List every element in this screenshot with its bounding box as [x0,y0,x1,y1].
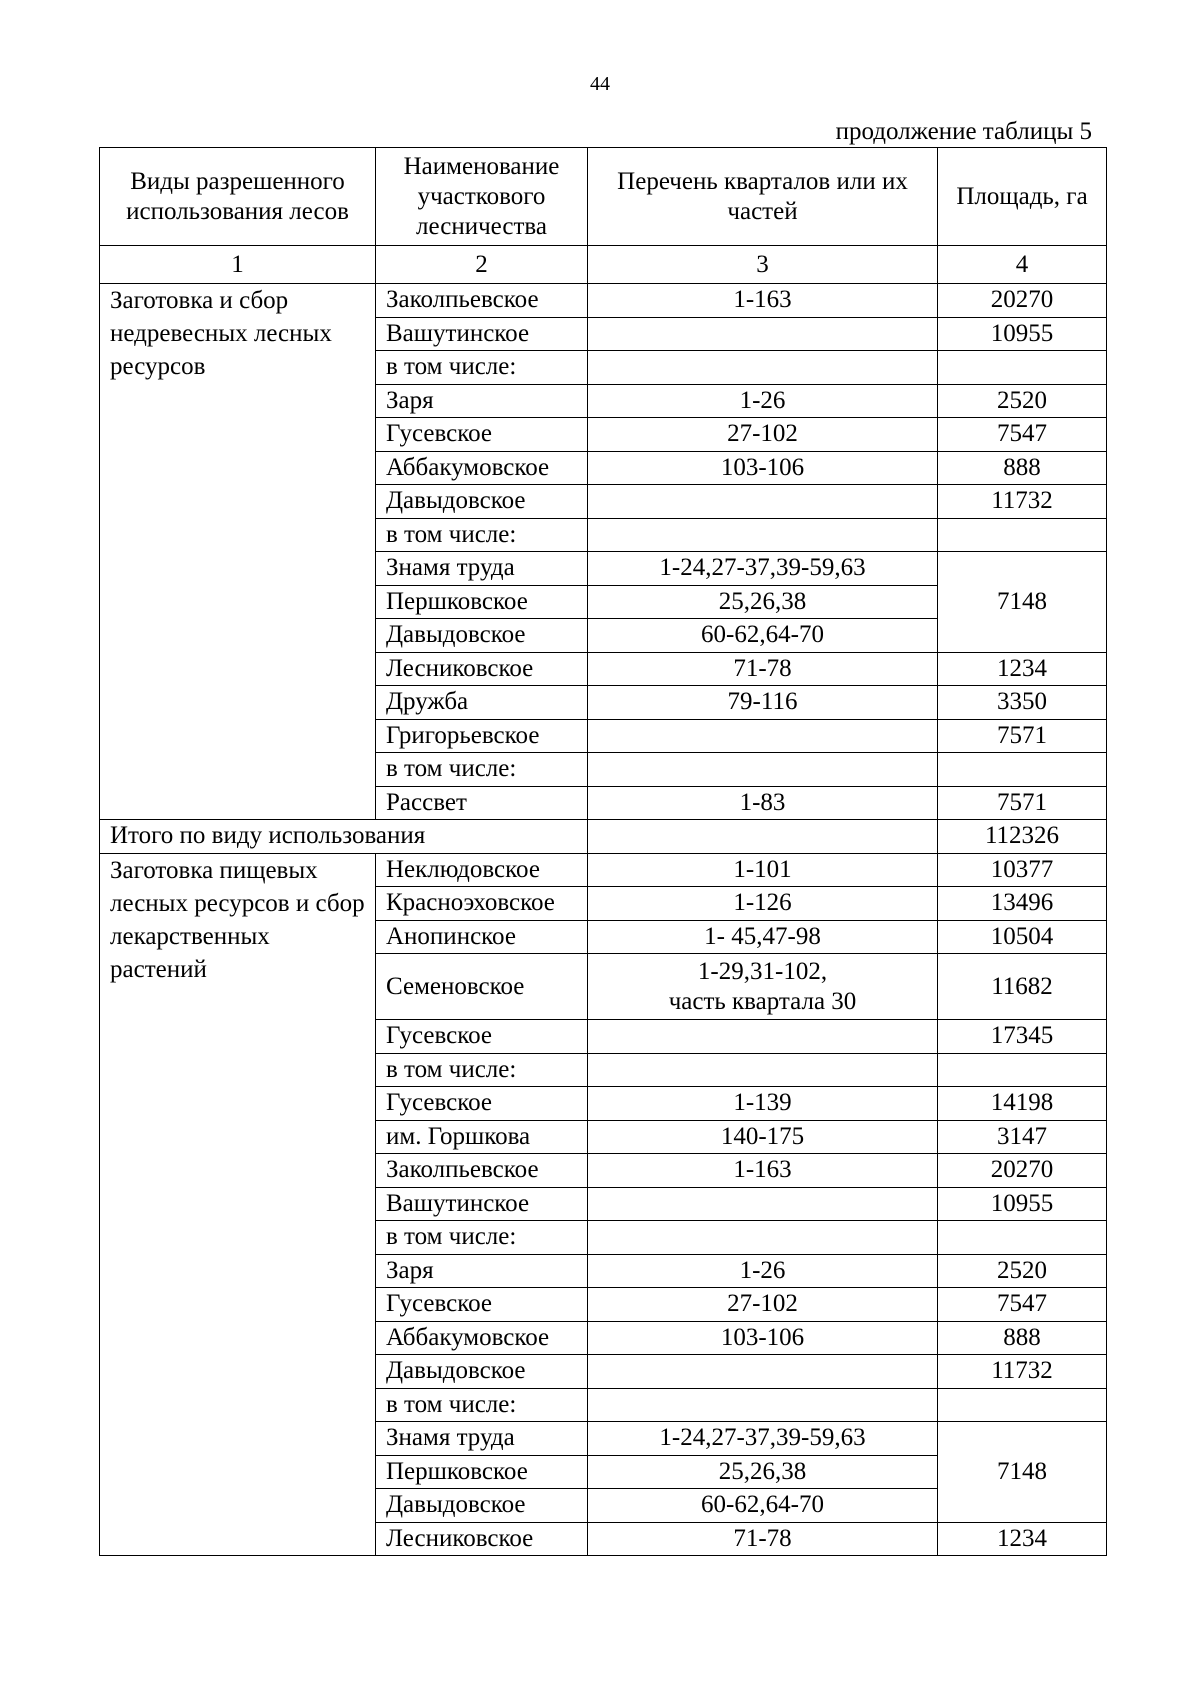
area: 11732 [938,1355,1107,1389]
area [938,351,1107,385]
forestry-name: Аббакумовское [376,1321,588,1355]
page-number: 44 [590,73,610,95]
area: 888 [938,1321,1107,1355]
forestry-name: Давыдовское [376,619,588,653]
quarters: 60-62,64-70 [588,1489,938,1523]
forestry-name: Рассвет [376,786,588,820]
forestry-name: Дружба [376,686,588,720]
forestry-name: в том числе: [376,1221,588,1255]
quarters: 71-78 [588,652,938,686]
area: 10377 [938,853,1107,887]
quarters: 27-102 [588,418,938,452]
area [938,1388,1107,1422]
forestry-name: Заколпьевское [376,1154,588,1188]
area: 1234 [938,1522,1107,1556]
forestry-name: Красноэховское [376,887,588,921]
area [938,1221,1107,1255]
forestry-name: в том числе: [376,753,588,787]
area: 11682 [938,954,1107,1020]
forestry-name: Знамя труда [376,1422,588,1456]
forest-use-table [99,147,1107,1556]
forestry-name: в том числе: [376,351,588,385]
quarters: 103-106 [588,451,938,485]
quarters: 1-24,27-37,39-59,63 [588,1422,938,1456]
column-number: 4 [938,246,1107,284]
area: 10955 [938,1187,1107,1221]
quarters [588,317,938,351]
area: 7547 [938,1288,1107,1322]
quarters [588,1020,938,1054]
table-row [100,853,1107,887]
area: 3350 [938,686,1107,720]
area: 10955 [938,317,1107,351]
area [938,753,1107,787]
forestry-name: Першковское [376,585,588,619]
usage-category: Заготовка и сбор недревесных лесных ресурсов [100,284,376,820]
quarters [588,1221,938,1255]
quarters [588,753,938,787]
area: 2520 [938,1254,1107,1288]
forestry-name: в том числе: [376,1388,588,1422]
header-row [100,148,1107,246]
quarters: 71-78 [588,1522,938,1556]
area: 7571 [938,786,1107,820]
area: 888 [938,451,1107,485]
area: 20270 [938,1154,1107,1188]
quarters: 25,26,38 [588,1455,938,1489]
area: 7148 [938,552,1107,653]
area [938,1053,1107,1087]
column-number: 1 [100,246,376,284]
forestry-name: Вашутинское [376,1187,588,1221]
quarters: 25,26,38 [588,585,938,619]
column-number-row [100,246,1107,284]
forestry-name: Давыдовское [376,1489,588,1523]
quarters [588,719,938,753]
forestry-name: Давыдовское [376,1355,588,1389]
forestry-name: Заколпьевское [376,284,588,318]
area: 7571 [938,719,1107,753]
column-number: 3 [588,246,938,284]
forestry-name: им. Горшкова [376,1120,588,1154]
area: 7547 [938,418,1107,452]
forestry-name: Неклюдовское [376,853,588,887]
area: 20270 [938,284,1107,318]
forestry-name: Лесниковское [376,1522,588,1556]
quarters: 1-101 [588,853,938,887]
forestry-name: Аббакумовское [376,451,588,485]
total-quarters [588,820,938,854]
quarters: 1- 45,47-98 [588,920,938,954]
quarters: 1-83 [588,786,938,820]
forestry-name: Першковское [376,1455,588,1489]
quarters: 1-26 [588,384,938,418]
forestry-name: в том числе: [376,1053,588,1087]
forestry-name: Григорьевское [376,719,588,753]
header-area: Площадь, га [938,148,1107,246]
quarters [588,1388,938,1422]
area: 1234 [938,652,1107,686]
quarters-line: 1-29,31-102, [697,957,828,985]
forestry-name: Гусевское [376,418,588,452]
forestry-name: Анопинское [376,920,588,954]
quarters: 27-102 [588,1288,938,1322]
quarters: 1-26 [588,1254,938,1288]
quarters [588,351,938,385]
usage-category: Заготовка пищевых лесных ресурсов и сбор лекарственных растений [100,853,376,1556]
area: 17345 [938,1020,1107,1054]
quarters [588,518,938,552]
forestry-name: Гусевское [376,1020,588,1054]
quarters-line: часть квартала 30 [668,987,857,1015]
quarters [588,1053,938,1087]
forestry-name: Давыдовское [376,485,588,519]
area: 2520 [938,384,1107,418]
quarters: 1-163 [588,284,938,318]
header-forestry-name: Наименование участкового лесничества [376,148,588,246]
quarters: 1-24,27-37,39-59,63 [588,552,938,586]
forestry-name: Заря [376,1254,588,1288]
forestry-name: Лесниковское [376,652,588,686]
quarters [588,485,938,519]
column-number: 2 [376,246,588,284]
header-quarters-list: Перечень кварталов или их частей [588,148,938,246]
area: 13496 [938,887,1107,921]
quarters: 140-175 [588,1120,938,1154]
forestry-name: Заря [376,384,588,418]
header-usage-type: Виды разрешенного использования лесов [100,148,376,246]
area: 11732 [938,485,1107,519]
forestry-name: Семеновское [376,954,588,1020]
area: 14198 [938,1087,1107,1121]
quarters [588,954,938,1020]
area [938,518,1107,552]
forestry-name: Гусевское [376,1288,588,1322]
area: 10504 [938,920,1107,954]
forestry-name: Знамя труда [376,552,588,586]
quarters: 60-62,64-70 [588,619,938,653]
total-label: Итого по виду использования [100,820,588,854]
quarters [588,1355,938,1389]
quarters: 1-139 [588,1087,938,1121]
quarters: 103-106 [588,1321,938,1355]
forestry-name: Вашутинское [376,317,588,351]
forestry-name: Гусевское [376,1087,588,1121]
quarters [588,1187,938,1221]
quarters: 79-116 [588,686,938,720]
total-area: 112326 [938,820,1107,854]
quarters: 1-163 [588,1154,938,1188]
forestry-name: в том числе: [376,518,588,552]
quarters: 1-126 [588,887,938,921]
table-continuation-label: продолжение таблицы 5 [835,118,1092,145]
area: 3147 [938,1120,1107,1154]
table-row [100,284,1107,318]
total-row [100,820,1107,854]
area: 7148 [938,1422,1107,1523]
